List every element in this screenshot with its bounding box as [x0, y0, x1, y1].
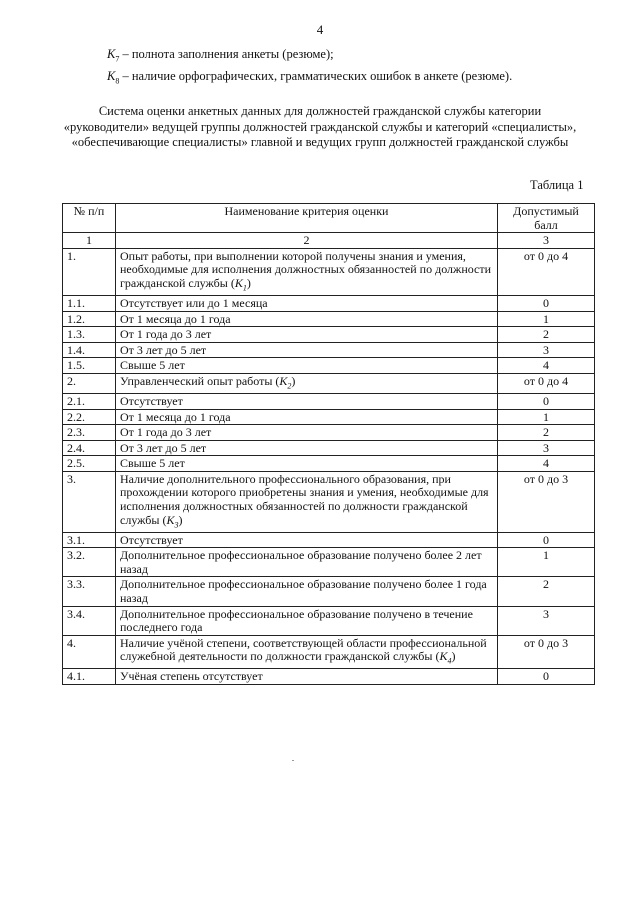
criterion-text: От 3 лет до 5 лет — [120, 342, 207, 357]
table-label: Таблица 1 — [530, 178, 584, 192]
table-row — [63, 425, 595, 441]
row-number: 4.1. — [63, 669, 116, 685]
criterion-name — [116, 358, 498, 374]
row-number: 2.4. — [63, 440, 116, 456]
row-number: 4. — [63, 635, 116, 669]
criterion-text: Дополнительное профессиональное образование получено более 1 года назад — [120, 577, 487, 606]
criterion-score: 3 — [498, 342, 595, 358]
criterion-text-tail: ) — [291, 373, 296, 388]
criterion-score: 4 — [498, 456, 595, 472]
row-number: 3.1. — [63, 532, 116, 548]
definition-text: – полнота заполнения анкеты (резюме); — [119, 47, 334, 61]
table-row — [63, 342, 595, 358]
section-heading: Система оценки анкетных данных для должностей гражданской службы категории «руководители» ведущей группы должностей гражданской службы и категорий «специалисты», «обеспечивающие специалисты» главной и ведущих групп должностей гражданской службы — [63, 104, 577, 149]
row-number: 2.2. — [63, 409, 116, 425]
criterion-symbol: $K_2$ — [279, 373, 292, 391]
criterion-text: Дополнительное профессиональное образование получено более 2 лет назад — [120, 548, 482, 576]
criterion-text: Опыт работы, при выполнении которой получены знания и умения, необходимые для исполнения должностных обязанностей по должности гражданской службы ( — [120, 248, 492, 290]
table-row — [63, 669, 595, 685]
criterion-text-tail: ) — [246, 275, 251, 290]
criterion-name — [116, 606, 498, 635]
row-number: 1.4. — [63, 342, 116, 358]
row-number: 1.2. — [63, 311, 116, 327]
criterion-text: Учёная степень отсутствует — [120, 669, 263, 684]
definitions — [107, 46, 512, 89]
definition-symbol: K — [107, 68, 116, 83]
criterion-name — [116, 456, 498, 472]
table-row — [63, 456, 595, 472]
column-number: 3 — [498, 233, 595, 249]
criterion-name — [116, 440, 498, 456]
criterion-symbol: $K_1$ — [234, 275, 247, 293]
row-number: 2.5. — [63, 456, 116, 472]
criterion-score: от 0 до 4 — [498, 248, 595, 295]
criterion-text: Управленческий опыт работы ( — [120, 373, 280, 388]
row-number: 2.1. — [63, 393, 116, 409]
table-row — [63, 440, 595, 456]
criterion-symbol: $K_4$ — [439, 649, 452, 666]
criterion-score: 1 — [498, 311, 595, 327]
table-header-row — [63, 204, 595, 233]
table-row — [63, 311, 595, 327]
criterion-score: 2 — [498, 327, 595, 343]
table-row — [63, 295, 595, 311]
criterion-score: 0 — [498, 532, 595, 548]
criterion-text: Отсутствует или до 1 месяца — [120, 295, 268, 310]
criterion-text: От 3 лет до 5 лет — [120, 440, 207, 455]
criterion-symbol-index: 3 — [174, 520, 179, 530]
criterion-text: Наличие дополнительного профессионального образования, при прохождении которого приобретены знания и умения, необходимые для исполнения должностных обязанностей по должности гражданской службы ( — [120, 471, 489, 527]
row-number: 1.3. — [63, 327, 116, 343]
criterion-name — [116, 295, 498, 311]
header-number: № п/п — [63, 204, 116, 233]
criterion-text: Дополнительное профессиональное образование получено в течение последнего года — [120, 606, 473, 635]
row-number: 1.1. — [63, 295, 116, 311]
table-row — [63, 635, 595, 669]
table-row — [63, 358, 595, 374]
criterion-text-tail: ) — [178, 512, 183, 527]
definition-k8 — [107, 68, 512, 90]
criterion-text: Наличие учёной степени, соответствующей области профессиональной служебной деятельности по должности гражданской службы ( — [120, 635, 487, 664]
header-score: Допустимый балл — [498, 204, 595, 233]
criterion-name — [116, 373, 498, 393]
criterion-score: 0 — [498, 295, 595, 311]
criterion-score: от 0 до 3 — [498, 471, 595, 532]
criterion-score: 1 — [498, 409, 595, 425]
criterion-symbol-index: 4 — [447, 656, 452, 666]
criterion-score: 2 — [498, 577, 595, 606]
criterion-text: От 1 месяца до 1 года — [120, 311, 231, 326]
criterion-symbol-index: 2 — [287, 381, 292, 391]
criterion-name — [116, 577, 498, 606]
row-number: 3.4. — [63, 606, 116, 635]
criterion-name — [116, 409, 498, 425]
criterion-text: Свыше 5 лет — [120, 456, 185, 471]
criterion-name — [116, 635, 498, 669]
table-row — [63, 548, 595, 577]
table-row — [63, 248, 595, 295]
criterion-text: От 1 месяца до 1 года — [120, 409, 231, 424]
criterion-name — [116, 471, 498, 532]
criterion-text-tail: ) — [451, 649, 456, 664]
criterion-score: 1 — [498, 548, 595, 577]
criterion-text: Отсутствует — [120, 532, 183, 547]
criterion-symbol: $K_3$ — [166, 512, 179, 530]
row-number: 1. — [63, 248, 116, 295]
criterion-text: От 1 года до 3 лет — [120, 327, 212, 342]
row-number: 2. — [63, 373, 116, 393]
definition-k7 — [107, 46, 512, 68]
table-row — [63, 471, 595, 532]
row-number: 1.5. — [63, 358, 116, 374]
criterion-name — [116, 669, 498, 685]
table-row — [63, 606, 595, 635]
table-row — [63, 393, 595, 409]
definition-symbol: K — [107, 47, 116, 61]
criterion-name — [116, 532, 498, 548]
row-number: 3.2. — [63, 548, 116, 577]
row-number: 3.3. — [63, 577, 116, 606]
row-number: 3. — [63, 471, 116, 532]
header-criterion: Наименование критерия оценки — [116, 204, 498, 233]
criterion-score: от 0 до 4 — [498, 373, 595, 393]
column-number: 1 — [63, 233, 116, 249]
criterion-name — [116, 393, 498, 409]
criterion-name — [116, 248, 498, 295]
page-number: 4 — [316, 22, 324, 37]
criterion-symbol-index: 1 — [242, 283, 247, 293]
table-row — [63, 327, 595, 343]
criterion-text: Отсутствует — [120, 393, 183, 408]
table-row — [63, 409, 595, 425]
table-row — [63, 532, 595, 548]
criterion-name — [116, 342, 498, 358]
criterion-text: Свыше 5 лет — [120, 358, 185, 373]
column-number-row — [63, 233, 595, 249]
criterion-name — [116, 311, 498, 327]
table-body — [63, 248, 595, 684]
criterion-score: 3 — [498, 440, 595, 456]
table-row — [63, 577, 595, 606]
row-number: 2.3. — [63, 425, 116, 441]
criterion-score: 0 — [498, 393, 595, 409]
criterion-score: 4 — [498, 358, 595, 374]
criterion-score: 0 — [498, 669, 595, 685]
definition-index: 7 — [115, 54, 120, 64]
criterion-name — [116, 425, 498, 441]
column-number: 2 — [116, 233, 498, 249]
criterion-name — [116, 548, 498, 577]
criterion-name — [116, 327, 498, 343]
definition-text: – наличие орфографических, грамматических ошибок в анкете (резюме). — [119, 68, 513, 83]
criterion-text: От 1 года до 3 лет — [120, 425, 212, 440]
criterion-score: 2 — [498, 425, 595, 441]
criteria-table — [62, 203, 595, 685]
scan-speck — [292, 760, 294, 761]
table-row — [63, 373, 595, 393]
definition-index: 8 — [115, 76, 120, 85]
criterion-score: от 0 до 3 — [498, 635, 595, 669]
criterion-score: 3 — [498, 606, 595, 635]
